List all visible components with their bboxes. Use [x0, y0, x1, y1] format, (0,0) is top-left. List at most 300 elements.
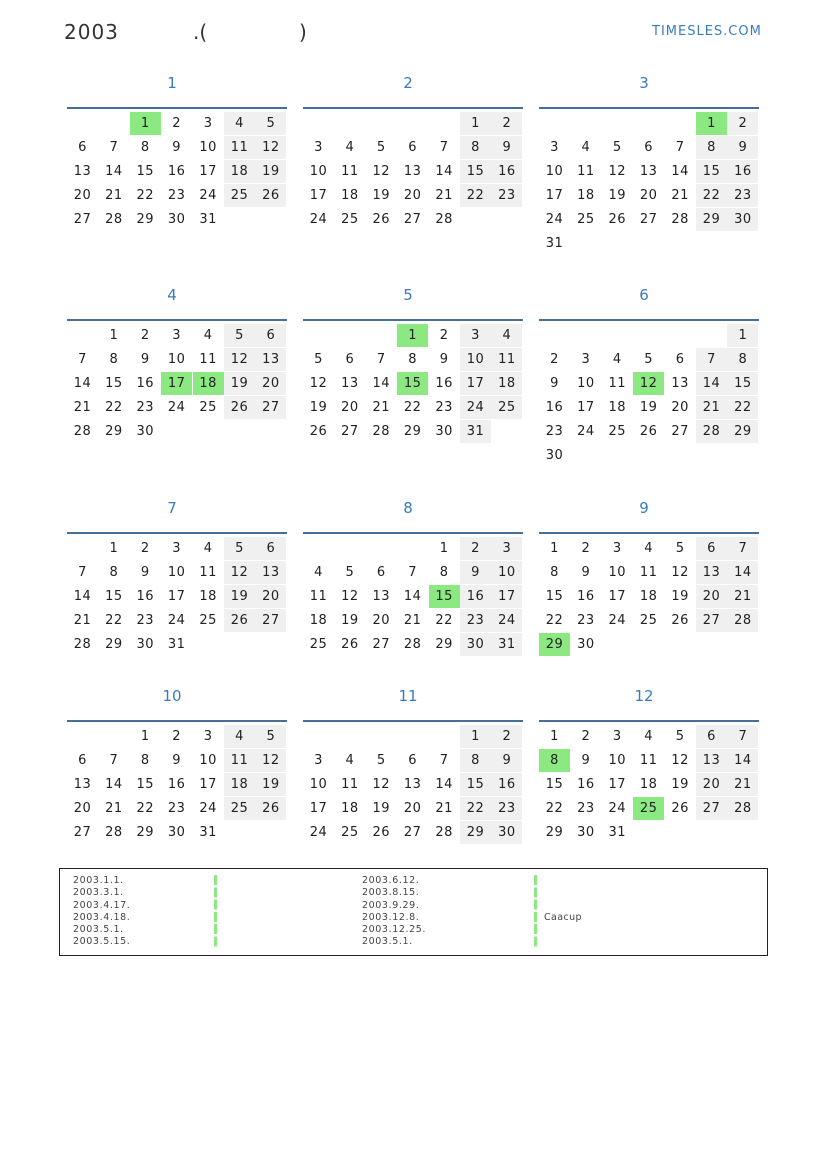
day-cell: 26	[255, 184, 286, 207]
day-cell: 7	[78, 565, 87, 580]
day-cell: 10	[577, 376, 595, 391]
day-cell: 20	[372, 613, 391, 628]
holiday-day-cell: 1	[130, 112, 161, 135]
day-cell: 5	[376, 140, 386, 155]
day-cell: 8	[109, 352, 119, 367]
holiday-legend	[59, 868, 768, 956]
day-cell: 18	[199, 589, 217, 604]
day-cell: 11	[341, 777, 359, 792]
holiday-day-cell: 1	[397, 324, 428, 347]
day-cell: 14	[372, 376, 391, 391]
day-cell: 30	[727, 208, 758, 231]
day-cell: 22	[105, 613, 123, 628]
day-cell: 25	[224, 184, 255, 207]
day-cell: 26	[255, 797, 286, 820]
day-cell: 23	[136, 613, 155, 628]
day-cell: 30	[136, 424, 155, 439]
day-cell: 22	[545, 613, 564, 628]
day-cell: 19	[224, 585, 255, 608]
day-cell: 9	[439, 352, 449, 367]
day-cell: 7	[408, 565, 418, 580]
day-cell: 15	[136, 164, 155, 179]
legend-note: Caacup	[544, 912, 582, 923]
month-title: 7	[167, 499, 177, 517]
day-cell: 26	[639, 424, 658, 439]
day-cell: 9	[491, 749, 522, 772]
day-cell: 12	[671, 753, 689, 768]
day-cell: 7	[78, 352, 87, 367]
day-cell: 28	[727, 797, 758, 820]
day-cell: 17	[199, 164, 217, 179]
legend-date: 2003.5.1.	[73, 924, 124, 936]
day-cell: 19	[224, 372, 255, 395]
day-cell: 17	[199, 777, 217, 792]
month-rule	[539, 720, 759, 722]
day-cell: 17	[608, 777, 627, 792]
day-cell: 8	[439, 565, 449, 580]
day-cell: 12	[608, 164, 627, 179]
month-rule	[67, 319, 287, 321]
day-cell: 7	[439, 753, 449, 768]
day-cell: 29	[136, 825, 155, 840]
month-rule	[303, 720, 523, 722]
day-cell: 17	[460, 372, 491, 395]
day-cell: 15	[696, 160, 727, 183]
day-cell: 29	[696, 208, 727, 231]
day-cell: 6	[345, 352, 355, 367]
day-cell: 23	[460, 609, 491, 632]
day-cell: 30	[460, 633, 491, 656]
legend-date: 2003.1.1.	[73, 875, 124, 886]
day-cell: 22	[545, 801, 564, 816]
day-cell: 19	[341, 613, 359, 628]
day-cell: 21	[671, 188, 689, 203]
day-cell: 25	[341, 825, 359, 840]
day-cell: 20	[255, 372, 286, 395]
day-cell: 14	[435, 777, 453, 792]
day-cell: 3	[314, 753, 323, 768]
day-cell: 6	[696, 725, 727, 748]
day-cell: 25	[199, 400, 217, 415]
day-cell: 7	[439, 140, 449, 155]
holiday-day-cell: 18	[193, 372, 224, 395]
day-cell: 24	[199, 188, 217, 203]
day-cell: 8	[140, 753, 150, 768]
day-cell: 1	[727, 324, 758, 347]
day-cell: 13	[696, 561, 727, 584]
day-cell: 10	[199, 753, 217, 768]
day-cell: 16	[577, 777, 595, 792]
day-cell: 19	[372, 801, 391, 816]
day-cell: 24	[460, 396, 491, 419]
day-cell: 22	[136, 801, 155, 816]
day-cell: 4	[345, 140, 355, 155]
day-cell: 28	[73, 637, 92, 652]
day-cell: 20	[73, 188, 92, 203]
day-cell: 5	[255, 112, 286, 135]
day-cell: 30	[435, 424, 453, 439]
day-cell: 12	[372, 164, 391, 179]
day-cell: 5	[255, 725, 286, 748]
day-cell: 1	[109, 541, 119, 556]
day-cell: 17	[545, 188, 564, 203]
day-cell: 26	[608, 212, 627, 227]
holiday-day-cell: 25	[633, 797, 664, 820]
day-cell: 23	[167, 801, 186, 816]
day-cell: 28	[671, 212, 689, 227]
day-cell: 9	[140, 565, 150, 580]
day-cell: 8	[550, 565, 559, 580]
day-cell: 22	[460, 184, 491, 207]
day-cell: 13	[671, 376, 689, 391]
day-cell: 17	[491, 585, 522, 608]
day-cell: 12	[309, 376, 328, 391]
day-cell: 28	[73, 424, 92, 439]
legend-marker-left	[214, 875, 217, 949]
day-cell: 3	[172, 541, 182, 556]
day-cell: 1	[140, 729, 150, 744]
day-cell: 3	[172, 328, 182, 343]
day-cell: 4	[612, 352, 622, 367]
day-cell: 4	[314, 565, 323, 580]
day-cell: 15	[460, 773, 491, 796]
day-cell: 15	[545, 777, 564, 792]
holiday-day-cell: 17	[161, 372, 192, 395]
day-cell: 11	[491, 348, 522, 371]
day-cell: 28	[727, 609, 758, 632]
day-cell: 18	[224, 773, 255, 796]
day-cell: 19	[372, 188, 391, 203]
day-cell: 23	[491, 184, 522, 207]
day-cell: 9	[172, 753, 182, 768]
day-cell: 8	[727, 348, 758, 371]
day-cell: 30	[577, 637, 595, 652]
day-cell: 9	[581, 565, 591, 580]
day-cell: 26	[224, 609, 255, 632]
day-cell: 8	[140, 140, 150, 155]
day-cell: 27	[696, 797, 727, 820]
day-cell: 27	[403, 825, 422, 840]
day-cell: 11	[577, 164, 595, 179]
day-cell: 20	[73, 801, 92, 816]
day-cell: 4	[224, 112, 255, 135]
day-cell: 14	[403, 589, 422, 604]
day-cell: 17	[309, 801, 328, 816]
day-cell: 9	[460, 561, 491, 584]
day-cell: 20	[403, 801, 422, 816]
day-cell: 26	[372, 212, 391, 227]
month-title: 9	[639, 499, 649, 517]
day-cell: 7	[675, 140, 685, 155]
day-cell: 14	[435, 164, 453, 179]
month-rule	[539, 319, 759, 321]
day-cell: 30	[491, 821, 522, 844]
day-cell: 19	[608, 188, 627, 203]
day-cell: 16	[136, 376, 155, 391]
day-cell: 31	[608, 825, 627, 840]
day-cell: 3	[314, 140, 323, 155]
day-cell: 31	[460, 420, 491, 443]
day-cell: 28	[435, 825, 453, 840]
day-cell: 2	[491, 725, 522, 748]
holiday-day-cell: 29	[539, 633, 570, 656]
day-cell: 23	[545, 424, 564, 439]
day-cell: 25	[309, 637, 328, 652]
day-cell: 3	[203, 729, 213, 744]
day-cell: 16	[491, 773, 522, 796]
day-cell: 2	[140, 541, 150, 556]
day-cell: 30	[545, 448, 564, 463]
day-cell: 12	[341, 589, 359, 604]
day-cell: 15	[105, 589, 123, 604]
day-cell: 25	[639, 613, 658, 628]
day-cell: 5	[224, 324, 255, 347]
day-cell: 2	[727, 112, 758, 135]
day-cell: 25	[199, 613, 217, 628]
day-cell: 27	[73, 825, 92, 840]
day-cell: 24	[199, 801, 217, 816]
day-cell: 12	[372, 777, 391, 792]
day-cell: 11	[224, 136, 255, 159]
day-cell: 6	[255, 324, 286, 347]
day-cell: 3	[612, 541, 622, 556]
day-cell: 3	[203, 116, 213, 131]
holiday-day-cell: 15	[397, 372, 428, 395]
day-cell: 18	[577, 188, 595, 203]
legend-date: 2003.3.1.	[73, 887, 124, 899]
day-cell: 24	[608, 613, 627, 628]
day-cell: 23	[577, 613, 595, 628]
day-cell: 9	[491, 136, 522, 159]
day-cell: 17	[577, 400, 595, 415]
day-cell: 19	[639, 400, 658, 415]
day-cell: 31	[199, 212, 217, 227]
day-cell: 11	[608, 376, 627, 391]
day-cell: 23	[577, 801, 595, 816]
day-cell: 6	[78, 753, 87, 768]
day-cell: 14	[727, 749, 758, 772]
day-cell: 21	[372, 400, 391, 415]
day-cell: 19	[255, 773, 286, 796]
day-cell: 25	[577, 212, 595, 227]
day-cell: 27	[696, 609, 727, 632]
day-cell: 18	[639, 777, 658, 792]
day-cell: 29	[105, 424, 123, 439]
day-cell: 26	[671, 801, 689, 816]
day-cell: 5	[612, 140, 622, 155]
day-cell: 29	[435, 637, 453, 652]
day-cell: 1	[460, 112, 491, 135]
day-cell: 28	[105, 825, 123, 840]
day-cell: 22	[696, 184, 727, 207]
day-cell: 21	[403, 613, 422, 628]
day-cell: 14	[105, 777, 123, 792]
day-cell: 13	[639, 164, 658, 179]
day-cell: 12	[255, 749, 286, 772]
month-rule	[67, 532, 287, 534]
day-cell: 27	[73, 212, 92, 227]
day-cell: 21	[435, 801, 453, 816]
day-cell: 14	[73, 589, 92, 604]
day-cell: 31	[167, 637, 186, 652]
day-cell: 13	[255, 561, 286, 584]
day-cell: 8	[109, 565, 119, 580]
day-cell: 22	[435, 613, 453, 628]
day-cell: 16	[136, 589, 155, 604]
day-cell: 5	[345, 565, 355, 580]
day-cell: 18	[639, 589, 658, 604]
legend-dates-left	[73, 875, 130, 949]
day-cell: 24	[309, 825, 328, 840]
day-cell: 18	[341, 188, 359, 203]
day-cell: 21	[696, 396, 727, 419]
month-title: 8	[403, 499, 413, 517]
day-cell: 22	[403, 400, 422, 415]
day-cell: 21	[105, 188, 123, 203]
day-cell: 23	[491, 797, 522, 820]
day-cell: 13	[403, 164, 422, 179]
day-cell: 20	[639, 188, 658, 203]
day-cell: 8	[460, 749, 491, 772]
day-cell: 27	[372, 637, 391, 652]
day-cell: 21	[73, 400, 92, 415]
day-cell: 6	[255, 537, 286, 560]
day-cell: 30	[577, 825, 595, 840]
day-cell: 2	[550, 352, 559, 367]
day-cell: 11	[224, 749, 255, 772]
day-cell: 4	[491, 324, 522, 347]
day-cell: 6	[78, 140, 87, 155]
day-cell: 25	[491, 396, 522, 419]
day-cell: 22	[136, 188, 155, 203]
day-cell: 23	[167, 188, 186, 203]
day-cell: 27	[639, 212, 658, 227]
day-cell: 7	[109, 140, 119, 155]
day-cell: 5	[675, 541, 685, 556]
month-title: 2	[403, 74, 413, 92]
day-cell: 14	[73, 376, 92, 391]
day-cell: 6	[376, 565, 386, 580]
day-cell: 6	[696, 537, 727, 560]
legend-date: 2003.5.15.	[73, 936, 131, 948]
day-cell: 7	[696, 348, 727, 371]
day-cell: 30	[136, 637, 155, 652]
day-cell: 6	[644, 140, 654, 155]
legend-date: 2003.4.18.	[73, 911, 131, 923]
day-cell: 23	[435, 400, 453, 415]
day-cell: 13	[255, 348, 286, 371]
day-cell: 26	[341, 637, 359, 652]
month-title: 1	[167, 74, 177, 92]
day-cell: 2	[439, 328, 449, 343]
day-cell: 10	[167, 565, 186, 580]
day-cell: 23	[136, 400, 155, 415]
day-cell: 13	[696, 749, 727, 772]
day-cell: 20	[671, 400, 689, 415]
day-cell: 20	[696, 773, 727, 796]
calendar-year: 2003	[64, 20, 119, 44]
day-cell: 26	[224, 396, 255, 419]
day-cell: 29	[136, 212, 155, 227]
day-cell: 18	[341, 801, 359, 816]
day-cell: 21	[727, 585, 758, 608]
day-cell: 13	[341, 376, 359, 391]
day-cell: 31	[545, 236, 564, 251]
day-cell: 4	[644, 541, 654, 556]
day-cell: 11	[341, 164, 359, 179]
day-cell: 3	[491, 537, 522, 560]
day-cell: 11	[639, 565, 658, 580]
day-cell: 16	[545, 400, 564, 415]
day-cell: 31	[491, 633, 522, 656]
month-title: 5	[403, 286, 413, 304]
day-cell: 16	[167, 777, 186, 792]
day-cell: 20	[341, 400, 359, 415]
holiday-day-cell: 1	[696, 112, 727, 135]
month-title: 10	[162, 687, 182, 705]
day-cell: 15	[136, 777, 155, 792]
day-cell: 1	[109, 328, 119, 343]
day-cell: 6	[408, 753, 418, 768]
day-cell: 17	[309, 188, 328, 203]
day-cell: 13	[403, 777, 422, 792]
day-cell: 5	[644, 352, 654, 367]
day-cell: 15	[460, 160, 491, 183]
day-cell: 28	[435, 212, 453, 227]
day-cell: 4	[203, 541, 213, 556]
day-cell: 2	[172, 116, 182, 131]
month-title: 4	[167, 286, 177, 304]
day-cell: 27	[255, 609, 286, 632]
day-cell: 14	[696, 372, 727, 395]
day-cell: 24	[491, 609, 522, 632]
day-cell: 16	[491, 160, 522, 183]
day-cell: 14	[727, 561, 758, 584]
day-cell: 25	[608, 424, 627, 439]
day-cell: 2	[460, 537, 491, 560]
day-cell: 12	[224, 561, 255, 584]
day-cell: 10	[309, 777, 328, 792]
holiday-day-cell: 8	[539, 749, 570, 772]
day-cell: 2	[581, 541, 591, 556]
day-cell: 22	[727, 396, 758, 419]
header-paren-close: )	[299, 20, 307, 44]
day-cell: 16	[727, 160, 758, 183]
day-cell: 1	[460, 725, 491, 748]
day-cell: 11	[639, 753, 658, 768]
day-cell: 19	[309, 400, 328, 415]
month-rule	[303, 107, 523, 109]
day-cell: 26	[671, 613, 689, 628]
day-cell: 5	[376, 753, 386, 768]
day-cell: 9	[172, 140, 182, 155]
day-cell: 11	[309, 589, 328, 604]
day-cell: 21	[435, 188, 453, 203]
day-cell: 10	[199, 140, 217, 155]
day-cell: 26	[372, 825, 391, 840]
day-cell: 29	[460, 821, 491, 844]
day-cell: 18	[491, 372, 522, 395]
month-rule	[303, 532, 523, 534]
day-cell: 27	[403, 212, 422, 227]
day-cell: 25	[341, 212, 359, 227]
holiday-day-cell: 15	[429, 585, 460, 608]
site-brand-link[interactable]: TIMESLES.COM	[652, 24, 762, 39]
day-cell: 2	[172, 729, 182, 744]
month-title: 12	[634, 687, 654, 705]
holiday-day-cell: 12	[633, 372, 664, 395]
day-cell: 28	[372, 424, 391, 439]
